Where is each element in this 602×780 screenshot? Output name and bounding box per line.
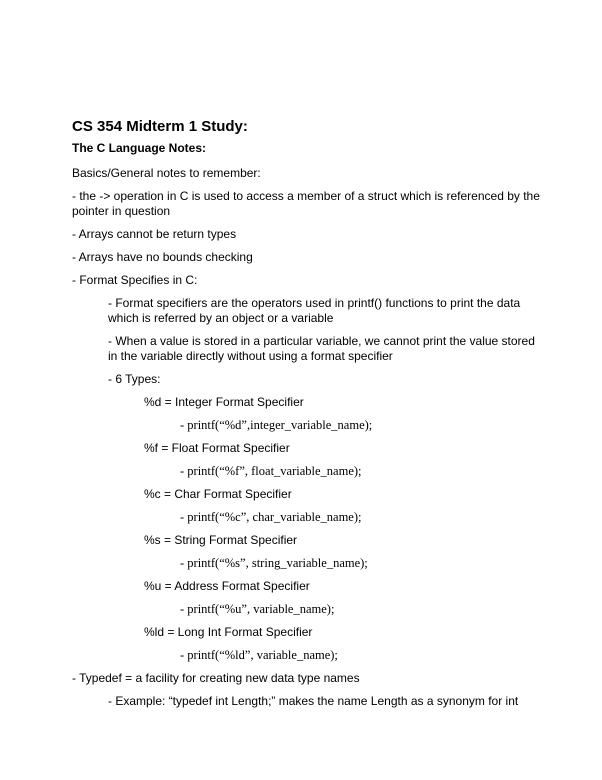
format-detail-2-cont: in the variable directly without using a format specifier bbox=[108, 349, 393, 363]
note-format-specifiers: - Format Specifies in C: bbox=[72, 273, 198, 287]
note-array-bounds: - Arrays have no bounds checking bbox=[72, 250, 253, 264]
format-types-heading: - 6 Types: bbox=[108, 372, 161, 386]
intro-text: Basics/General notes to remember: bbox=[72, 166, 261, 180]
specifier-example: - printf(“%u”, variable_name); bbox=[180, 602, 335, 616]
specifier-label: %ld = Long Int Format Specifier bbox=[144, 625, 313, 639]
note-struct-arrow: - the -> operation in C is used to access a member of a struct which is referenced by the bbox=[72, 189, 540, 203]
specifier-label: %c = Char Format Specifier bbox=[144, 487, 292, 501]
specifier-label: %u = Address Format Specifier bbox=[144, 579, 310, 593]
specifier-example: - printf(“%c”, char_variable_name); bbox=[180, 510, 362, 524]
page-title: CS 354 Midterm 1 Study: bbox=[72, 118, 248, 135]
typedef-example: - Example: “typedef int Length;” makes the name Length as a synonym for int bbox=[108, 694, 519, 708]
specifier-label: %f = Float Format Specifier bbox=[144, 441, 290, 455]
specifier-example: - printf(“%f”, float_variable_name); bbox=[180, 464, 362, 478]
specifier-example: - printf(“%d”,integer_variable_name); bbox=[180, 418, 373, 432]
specifier-label: %s = String Format Specifier bbox=[144, 533, 298, 547]
format-detail-1: - Format specifiers are the operators used in printf() functions to print the data bbox=[108, 296, 521, 310]
specifier-label: %d = Integer Format Specifier bbox=[144, 395, 304, 409]
typedef-note: - Typedef = a facility for creating new data type names bbox=[72, 671, 360, 685]
format-detail-2: - When a value is stored in a particular variable, we cannot print the value stored bbox=[108, 334, 535, 348]
specifier-example: - printf(“%ld”, variable_name); bbox=[180, 648, 338, 662]
specifier-example: - printf(“%s”, string_variable_name); bbox=[180, 556, 368, 570]
note-array-return: - Arrays cannot be return types bbox=[72, 227, 237, 241]
note-struct-arrow-cont: pointer in question bbox=[72, 204, 171, 218]
format-detail-1-cont: which is referred by an object or a variable bbox=[108, 311, 334, 325]
section-heading: The C Language Notes: bbox=[72, 141, 207, 155]
